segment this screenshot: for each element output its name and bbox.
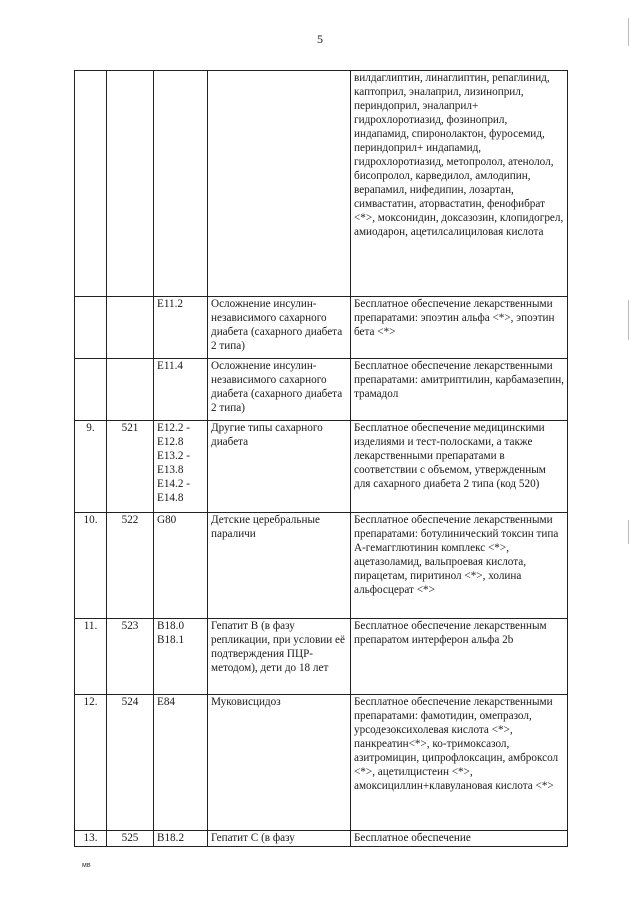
row-diagnosis: Осложнение инсулин-независимого сахарного диабета (сахарного диабета 2 типа) bbox=[208, 297, 351, 359]
row-treatment: Бесплатное обеспечение лекарственными препаратами: эпоэтин альфа <*>, эпоэтин бета <*> bbox=[351, 297, 568, 359]
row-number: 13. bbox=[75, 831, 107, 847]
row-diagnosis: Осложнение инсулин-независимого сахарного диабета (сахарного диабета 2 типа) bbox=[208, 359, 351, 421]
row-code: 524 bbox=[107, 695, 154, 831]
row-icd: E11.2 bbox=[154, 297, 208, 359]
row-code: 521 bbox=[107, 421, 154, 513]
row-icd: G80 bbox=[154, 513, 208, 619]
row-diagnosis: Гепатит С (в фазу bbox=[208, 831, 351, 847]
table-row bbox=[75, 421, 568, 513]
row-icd: B18.2 bbox=[154, 831, 208, 847]
table-row bbox=[75, 359, 568, 421]
row-number: 9. bbox=[75, 421, 107, 513]
row-treatment: Бесплатное обеспечение лекарственными препаратами: амитриптилин, карбамазепин, трамадол bbox=[351, 359, 568, 421]
row-diagnosis: Муковисцидоз bbox=[208, 695, 351, 831]
row-number: 10. bbox=[75, 513, 107, 619]
row-treatment: Бесплатное обеспечение bbox=[351, 831, 568, 847]
row-icd: E11.4 bbox=[154, 359, 208, 421]
row-number bbox=[75, 71, 107, 297]
row-treatment: вилдаглиптин, линаглиптин, репаглинид, каптоприл, эналаприл, лизиноприл, периндоприл, эналаприл+ гидрохлоротиазид, фозиноприл, индапамид, спиронолактон, фуросемид, периндоприл+ индапамид, гидрохлоротиазид, метопролол, атенолол, бисопролол, карведилол, амлодипин, верапамил, нифедипин, лозартан, симвастатин, аторвастатин, фенофибрат <*>, моксонидин, доксазозин, клопидогрел, амиодарон, ацетилсалициловая кислота bbox=[351, 71, 568, 297]
page-number: 5 bbox=[317, 32, 323, 46]
scan-edge-mark bbox=[628, 520, 629, 544]
row-treatment: Бесплатное обеспечение лекарственными препаратами: фамотидин, омепразол, урсодезоксихолевая кислота <*>, панкреатин<*>, ко-тримоксазол, азитромицин, ципрофлоксацин, амброксол <*>, ацетилцистеин <*>, амоксициллин+клавулановая кислота <*> bbox=[351, 695, 568, 831]
table-row bbox=[75, 513, 568, 619]
row-icd: B18.0 B18.1 bbox=[154, 619, 208, 695]
row-treatment: Бесплатное обеспечение лекарственными препаратами: ботулинический токсин типа А-гемагглютинин комплекс <*>, ацетазоламид, вальпроевая кислота, пирацетам, пиритинол <*>, холина альфосцерат <*> bbox=[351, 513, 568, 619]
row-code: 525 bbox=[107, 831, 154, 847]
row-number bbox=[75, 359, 107, 421]
row-icd: E84 bbox=[154, 695, 208, 831]
scan-edge-mark bbox=[628, 300, 629, 340]
table-row bbox=[75, 297, 568, 359]
row-diagnosis: Детские церебральные параличи bbox=[208, 513, 351, 619]
row-treatment: Бесплатное обеспечение лекарственным препаратом интерферон альфа 2b bbox=[351, 619, 568, 695]
row-number bbox=[75, 297, 107, 359]
row-icd bbox=[154, 71, 208, 297]
table-row bbox=[75, 695, 568, 831]
row-code: 522 bbox=[107, 513, 154, 619]
row-treatment: Бесплатное обеспечение медицинскими изделиями и тест-полосками, а также лекарственными препаратами в соответствии с объемом, утвержденным для сахарного диабета 2 типа (код 520) bbox=[351, 421, 568, 513]
row-number: 11. bbox=[75, 619, 107, 695]
table-row bbox=[75, 71, 568, 297]
row-icd: E12.2 - E12.8 E13.2 - E13.8 E14.2 - E14.8 bbox=[154, 421, 208, 513]
row-code bbox=[107, 297, 154, 359]
row-diagnosis: Гепатит В (в фазу репликации, при условии её подтверждения ПЦР-методом), дети до 18 лет bbox=[208, 619, 351, 695]
row-number: 12. bbox=[75, 695, 107, 831]
scan-edge-mark bbox=[628, 18, 629, 46]
table-row bbox=[75, 619, 568, 695]
benefits-table bbox=[74, 70, 568, 847]
row-code: 523 bbox=[107, 619, 154, 695]
row-diagnosis: Другие типы сахарного диабета bbox=[208, 421, 351, 513]
footer-mark: мв bbox=[82, 862, 91, 869]
row-diagnosis bbox=[208, 71, 351, 297]
row-code bbox=[107, 71, 154, 297]
table-row bbox=[75, 831, 568, 847]
row-code bbox=[107, 359, 154, 421]
